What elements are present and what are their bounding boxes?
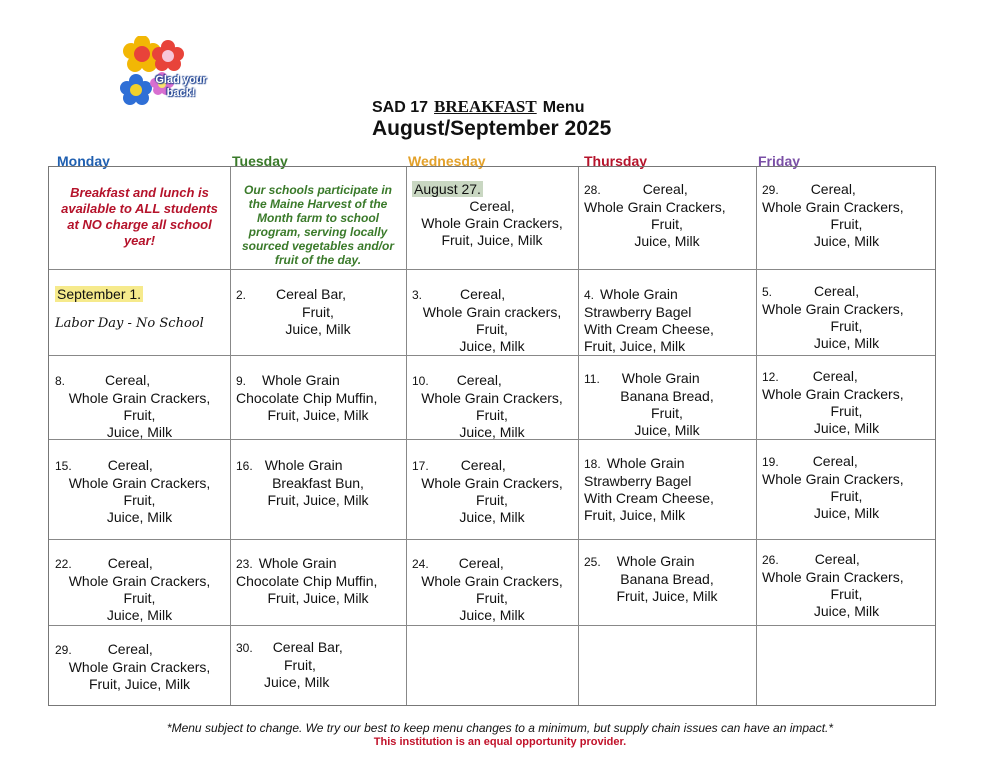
menu-day-sep-4: 4. Whole Grain Strawberry Bagel With Cream Cheese, Fruit, Juice, Milk (584, 286, 714, 354)
menu-day-sep-3: 3. Cereal, Whole Grain crackers, Fruit, Juice, Milk (412, 286, 562, 354)
menu-day-sep-19: 19. Cereal, Whole Grain Crackers, Fruit, Juice, Milk (762, 453, 904, 521)
menu-day-sep-17: 17. Cereal, Whole Grain Crackers, Fruit, Juice, Milk (412, 457, 563, 525)
menu-day-aug-28: 28. Cereal, Whole Grain Crackers, Fruit, Juice, Milk (584, 181, 726, 249)
menu-day-sep-18: 18. Whole Grain Strawberry Bagel With Cream Cheese, Fruit, Juice, Milk (584, 455, 714, 523)
menu-disclaimer: *Menu subject to change. We try our best to keep menu changes to a minimum, but supply chain issues can have an impact.* (166, 721, 834, 735)
logo-text: Glad your back! (155, 74, 207, 99)
day-header-tuesday: Tuesday (232, 153, 288, 169)
menu-day-sep-15: 15. Cereal, Whole Grain Crackers, Fruit, Juice, Milk (55, 457, 211, 525)
day-header-friday: Friday (758, 153, 801, 169)
menu-day-sep-26: 26. Cereal, Whole Grain Crackers, Fruit, Juice, Milk (762, 551, 904, 619)
menu-day-aug-29: 29. Cereal, Whole Grain Crackers, Fruit, Juice, Milk (762, 181, 904, 249)
menu-day-sep-10: 10. Cereal, Whole Grain Crackers, Fruit, Juice, Milk (412, 372, 563, 440)
menu-day-sep-16: 16. Whole Grain Breakfast Bun, Fruit, Juice, Milk (236, 457, 369, 508)
menu-day-sep-11: 11. Whole Grain Banana Bread, Fruit, Juice, Milk (584, 370, 714, 438)
menu-day-sep-9: 9. Whole Grain Chocolate Chip Muffin, Fruit, Juice, Milk (236, 372, 378, 423)
menu-day-sep-23: 23. Whole Grain Chocolate Chip Muffin, Fruit, Juice, Milk (236, 555, 378, 606)
menu-subtitle: August/September 2025 (372, 117, 612, 140)
menu-day-sep-29: 29. Cereal, Whole Grain Crackers, Fruit, Juice, Milk (55, 641, 211, 692)
date-label: August 27. (414, 181, 481, 197)
menu-day-sep-24: 24. Cereal, Whole Grain Crackers, Fruit, Juice, Milk (412, 555, 563, 623)
menu-title: SAD 17 BREAKFAST Menu (372, 97, 585, 116)
menu-day-sep-1: September 1. Labor Day - No School (55, 286, 204, 331)
menu-day-sep-22: 22. Cereal, Whole Grain Crackers, Fruit, Juice, Milk (55, 555, 211, 623)
equal-opportunity-statement: This institution is an equal opportunity provider. (373, 736, 627, 748)
menu-day-aug-27: August 27. Cereal, Whole Grain Crackers, Fruit, Juice, Milk (414, 181, 563, 248)
day-header-wednesday: Wednesday (408, 153, 486, 169)
menu-day-sep-5: 5. Cereal, Whole Grain Crackers, Fruit, Juice, Milk (762, 283, 904, 351)
menu-day-sep-2: 2. Cereal Bar, Fruit, Juice, Milk (236, 286, 351, 337)
harvest-note: Our schools participate in the Maine Harvest of the Month farm to school program, serving locally sourced vegetables and/or fruit of the day. (241, 183, 395, 267)
menu-day-sep-8: 8. Cereal, Whole Grain Crackers, Fruit, Juice, Milk (55, 372, 211, 440)
day-header-thursday: Thursday (584, 153, 648, 169)
menu-calendar-grid (48, 166, 936, 706)
free-meals-note: Breakfast and lunch is available to ALL students at NO charge all school year! (61, 185, 218, 248)
menu-day-sep-30: 30. Cereal Bar, Fruit, Juice, Milk (236, 639, 343, 690)
day-header-monday: Monday (57, 153, 110, 169)
menu-day-sep-25: 25. Whole Grain Banana Bread, Fruit, Juice, Milk (584, 553, 718, 604)
menu-day-sep-12: 12. Cereal, Whole Grain Crackers, Fruit, Juice, Milk (762, 368, 904, 436)
